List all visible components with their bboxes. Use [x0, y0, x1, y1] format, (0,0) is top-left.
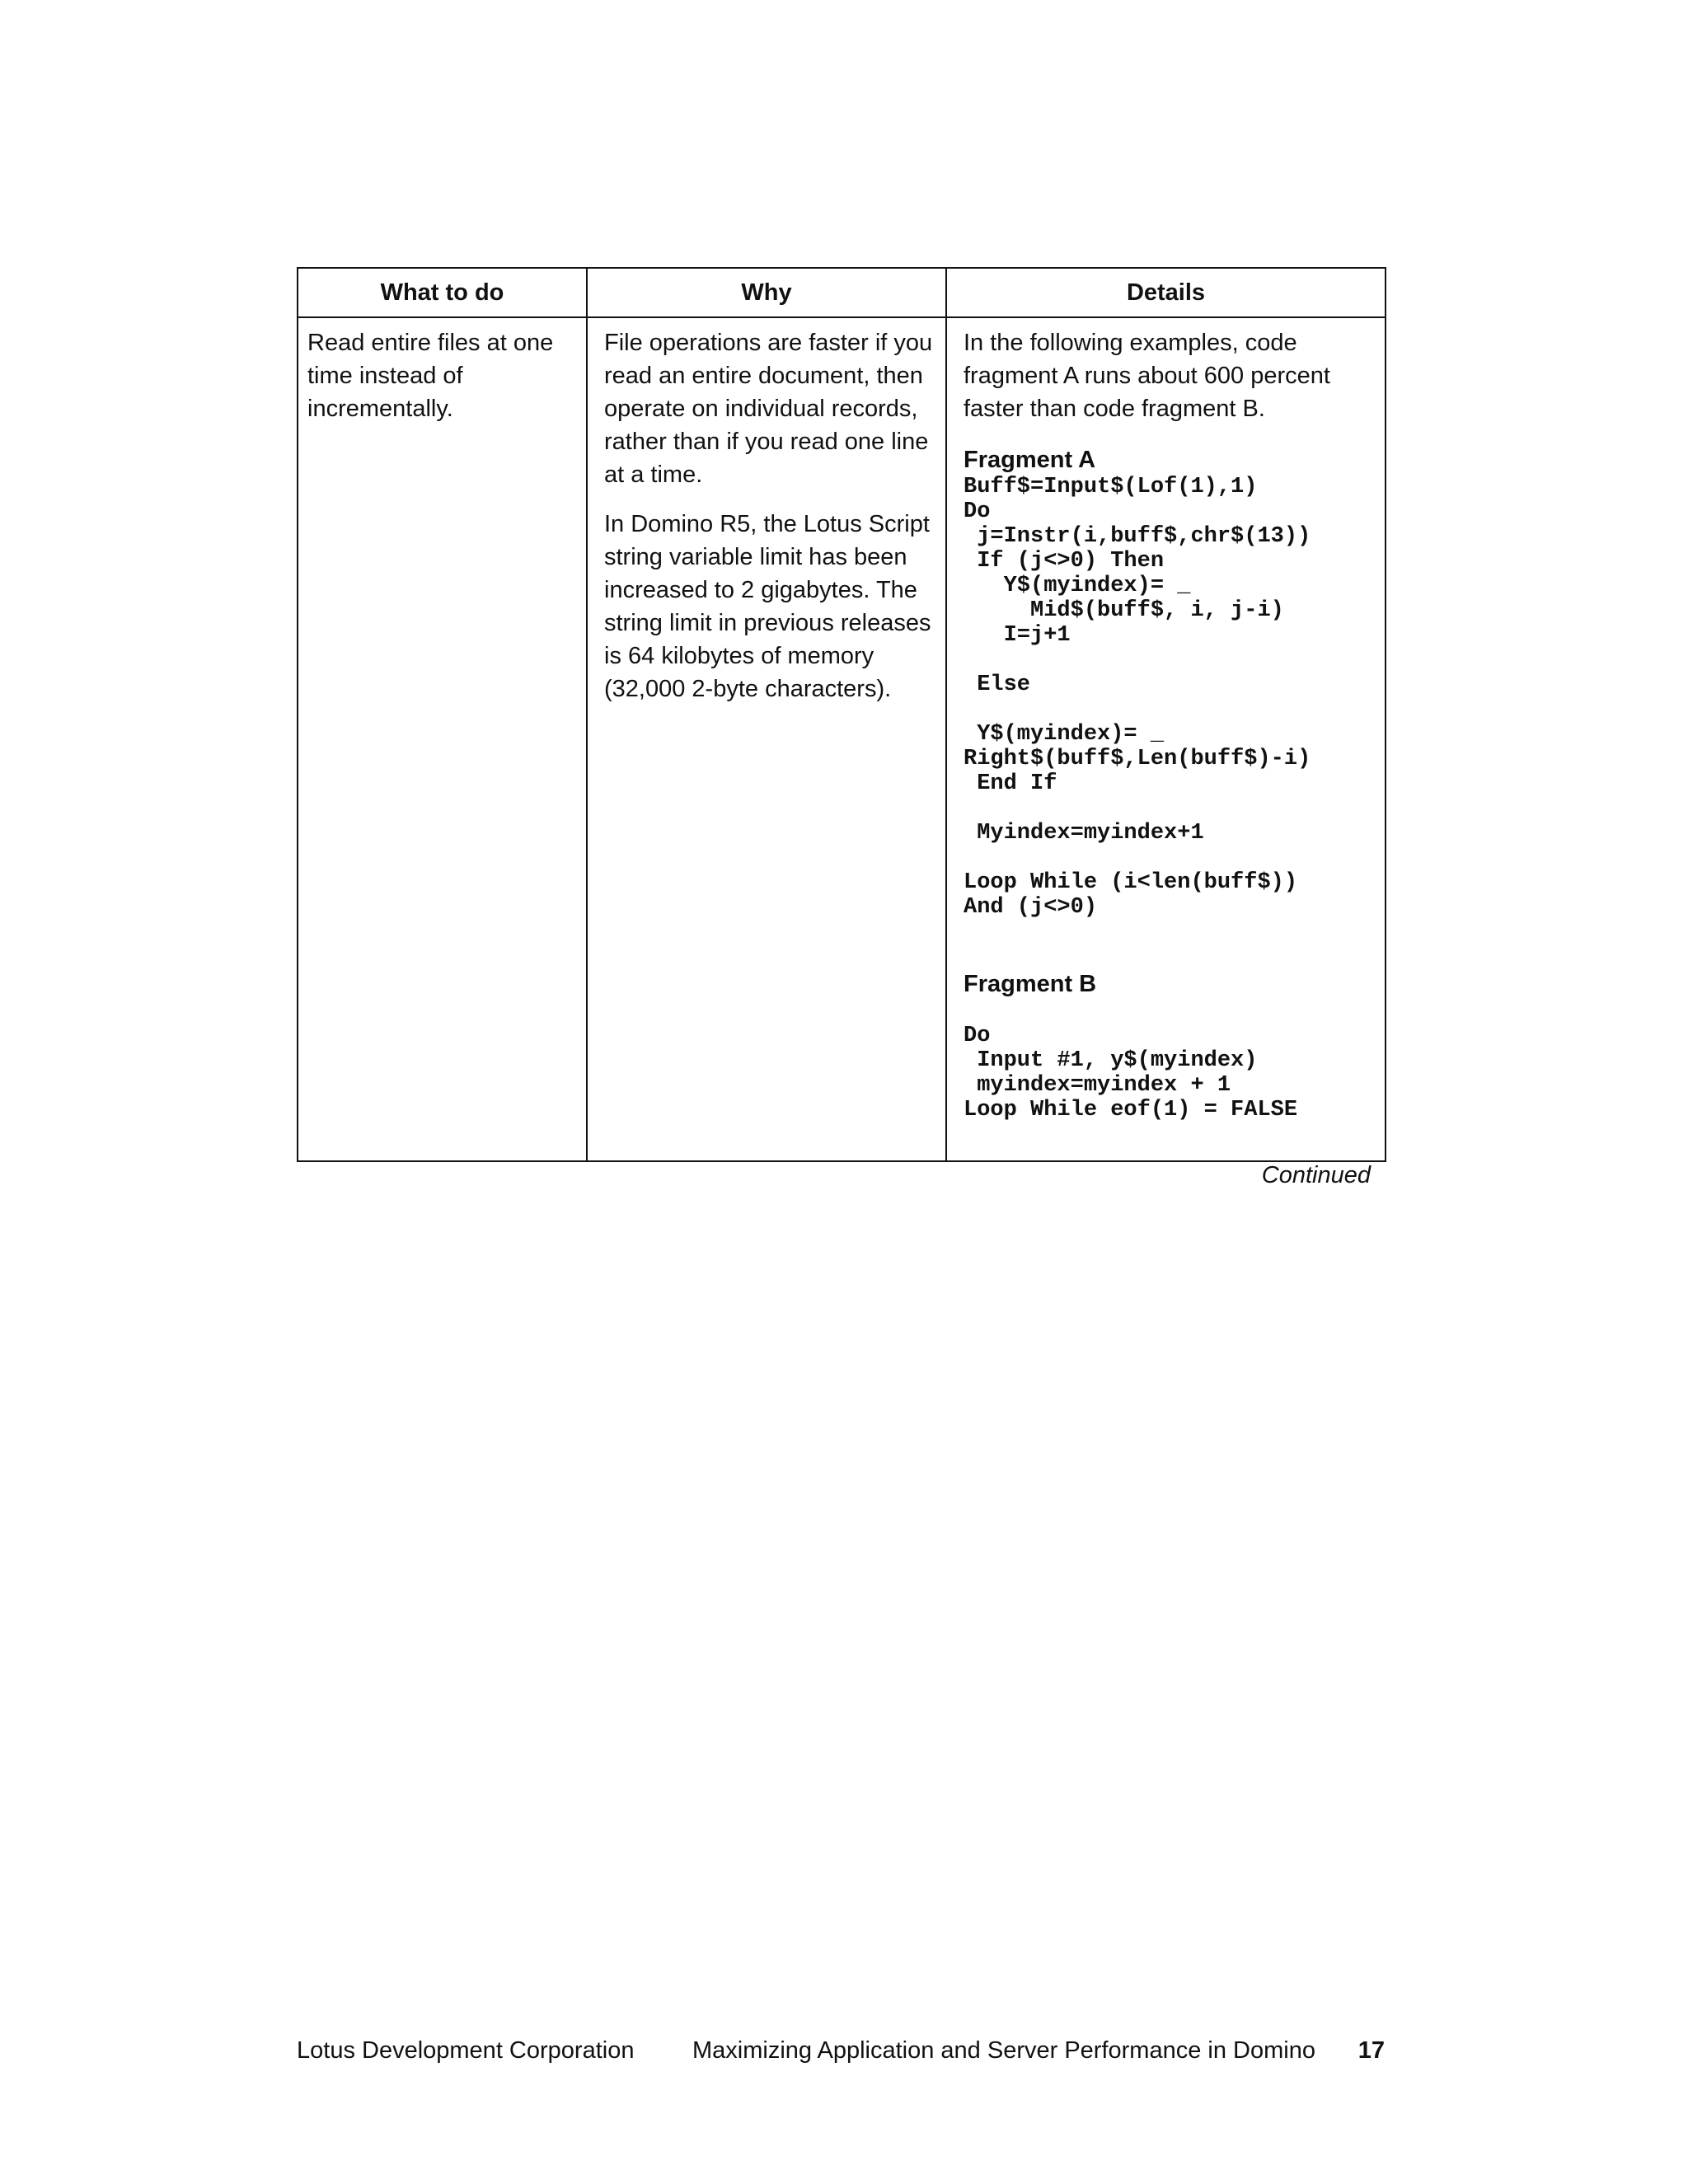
page-number: 17	[1357, 2037, 1385, 2064]
why-paragraph-1: File operations are faster if you read an entire document, then operate on individual records, rather than if you read one line at a time.	[604, 330, 933, 488]
table-row	[298, 317, 1386, 1161]
header-why: Why	[587, 268, 946, 317]
cell-details	[946, 317, 1386, 1161]
table-header-row	[298, 268, 1386, 317]
fragment-b-code: Do Input #1, y$(myindex) myindex=myindex + 1 Loop While eof(1) = FALSE	[964, 1024, 1298, 1122]
header-what-to-do: What to do	[298, 268, 587, 317]
footer-document-title: Maximizing Application and Server Performance in Domino	[692, 2037, 1315, 2064]
tips-table	[297, 267, 1386, 1162]
fragment-a-title: Fragment A	[964, 447, 1096, 473]
details-intro: In the following examples, code fragment A runs about 600 percent faster than code fragment B.	[964, 330, 1330, 422]
fragment-b-title: Fragment B	[964, 971, 1097, 997]
header-details: Details	[946, 268, 1386, 317]
fragment-a-code: Buff$=Input$(Lof(1),1) Do j=Instr(i,buff$,chr$(13)) If (j<>0) Then Y$(myindex)= _ Mid$(buff$, i, j-i) I=j+1 Else Y$(myindex)= _ Right$(buff$,Len(buff$)-i) End If Myindex=myindex+1 Loop While (i<len(buff$)) And (j<>0)	[964, 475, 1311, 920]
cell-why	[587, 317, 946, 1161]
cell-what-to-do	[298, 317, 587, 1161]
what-to-do-text: Read entire files at one time instead of incrementally.	[307, 330, 554, 422]
why-paragraph-2: In Domino R5, the Lotus Script string variable limit has been increased to 2 gigabytes. The string limit in previous releases is 64 kilobytes of memory (32,000 2-byte characters).	[604, 511, 931, 702]
continued-label: Continued	[1261, 1162, 1371, 1188]
footer-company: Lotus Development Corporation	[297, 2037, 635, 2064]
